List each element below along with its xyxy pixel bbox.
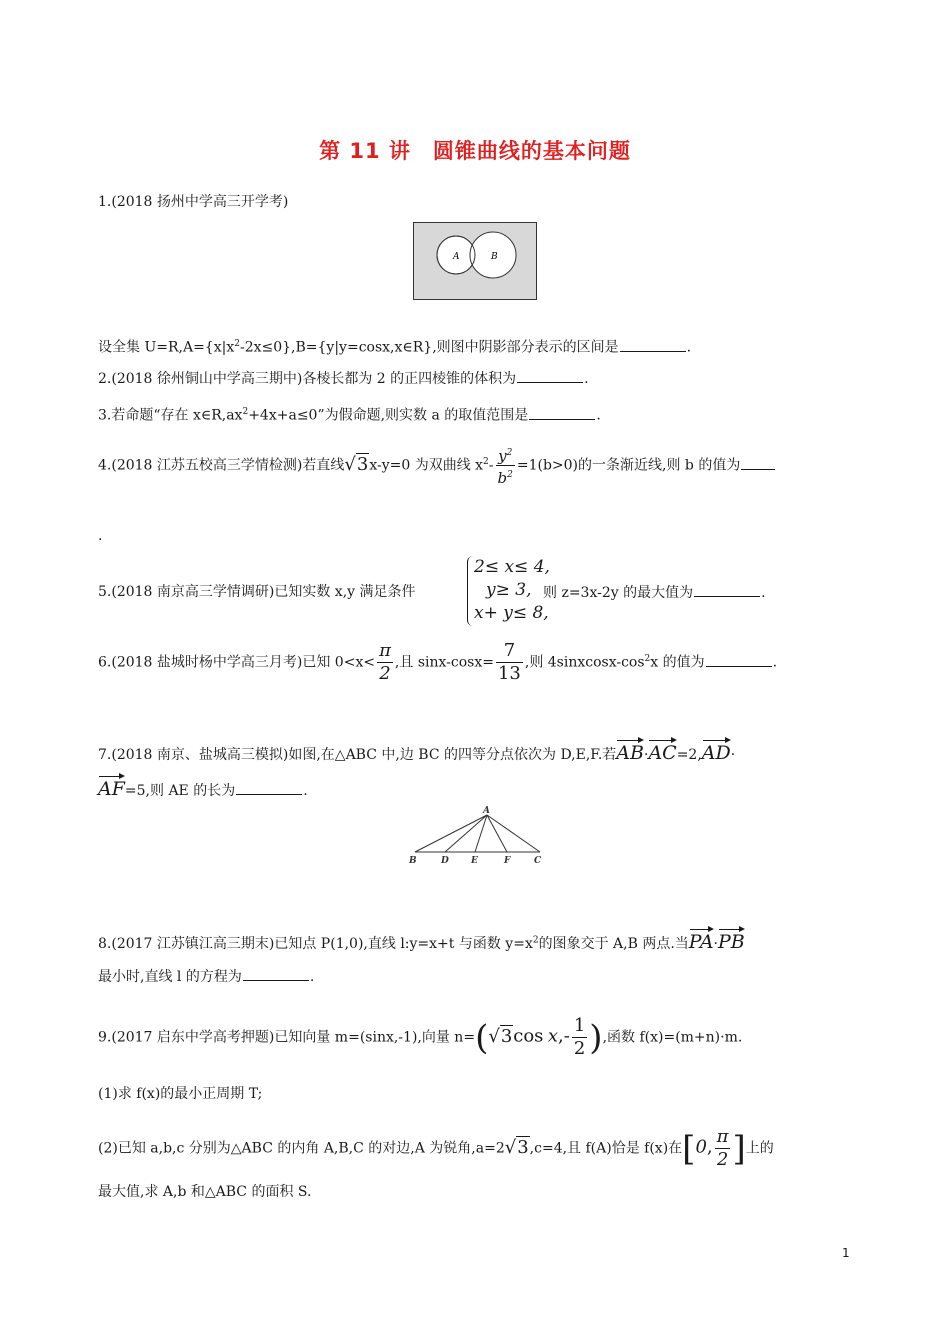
q8-line2: 最小时,直线 l 的方程为 . <box>98 966 314 987</box>
sqrt-symbol: √3 <box>504 1136 529 1158</box>
page-number: 1 <box>842 1246 850 1260</box>
q7-line1: 7.(2018 南京、盐城高三模拟)如图,在△ABC 中,边 BC 的四等分点依次为 D,E,F.若AB·AC=2,AD· <box>98 737 735 765</box>
q3: 3.若命题“存在 $x\in R,ax^2+4x+a\le 0$”为假命题,则实数 a 的取值范围是 . <box>98 402 601 426</box>
q9-part2-cont: 最大值,求 A,b 和△ABC 的面积 S. <box>98 1184 312 1200</box>
triangle-diagram <box>405 805 547 867</box>
q4: 4.(2018 江苏五校高三学情检测)若直线√3x-y=0 为双曲线 $x^2-$ $\frac{y^2}{b^2}$ =1(b>0)的一条渐近线,则 b 的值为 <box>98 444 776 487</box>
q1-body: 设全集 $U=R,A=\{x|x^2-2x\le 0\},B=\{y|y=\cos x,x\in R\}$,则图中阴影部分表示的区间是 . <box>98 334 691 358</box>
q9-part1: (1)求 f(x)的最小正周期 T; <box>98 1086 263 1102</box>
vertex-c: C <box>534 856 542 866</box>
venn-label-b: B <box>491 252 498 262</box>
q5-text-b: 则 z=3x-2y 的最大值为 . <box>543 582 766 603</box>
q2: 2.(2018 徐州铜山中学高三期中)各棱长都为 2 的正四棱锥的体积为 . <box>98 368 589 389</box>
answer-blank <box>517 368 583 383</box>
q5-conditions: 2≤ x≤ 4, y≥ 3, x+ y≤ 8, <box>467 556 594 626</box>
q4-trailing-dot: . <box>98 528 103 544</box>
answer-blank <box>620 337 686 352</box>
q8-line1: 8.(2017 江苏镇江高三期末)已知点 P(1,0),直线 l:y=x+t 与函数 $y=x^2$的图象交于 A,B 两点.当PA·PB <box>98 926 745 954</box>
venn-diagram <box>413 222 537 300</box>
vertex-a: A <box>483 806 490 816</box>
venn-label-a: A <box>453 252 460 262</box>
sqrt-symbol: √3 <box>488 1025 513 1047</box>
q1-head: 1.(2018 扬州中学高三开学考) <box>98 194 289 210</box>
q9-line1: 9.(2017 启东中学高考押题)已知向量 m=(sinx,-1),向量 n=(√3cos x,- $\frac{1}{2}$ ),函数 f(x)=(m+n)·m. <box>98 1015 743 1059</box>
q5-text-a: 5.(2018 南京高三学情调研)已知实数 x,y 满足条件 <box>98 584 416 600</box>
answer-blank <box>236 780 302 795</box>
vertex-b: B <box>409 856 417 866</box>
answer-blank <box>706 652 772 667</box>
q7-line2: AF=5,则 AE 的长为 . <box>98 773 308 801</box>
q9-part2: (2)已知 a,b,c 分别为△ABC 的内角 A,B,C 的对边,A 为锐角,a=2√3,c=4,且 f(A)恰是 f(x)在[0, $\frac{\pi}{2}$ ]上的 <box>98 1126 774 1170</box>
sqrt-symbol: √3 <box>344 453 369 475</box>
vertex-d: D <box>441 856 449 866</box>
answer-blank <box>741 455 775 470</box>
answer-blank <box>243 966 309 981</box>
vertex-f: F <box>504 856 511 866</box>
q6: 6.(2018 盐城时杨中学高三月考)已知 0<x< $\frac{\pi}{2}$ ,且 sinx-cosx= $\frac{7}{13}$ ,则 $4sinxcosx-\cos^2x$ 的值为 . <box>98 640 778 684</box>
answer-blank <box>694 582 760 597</box>
vertex-e: E <box>471 856 478 866</box>
answer-blank <box>529 405 595 420</box>
page-title: 第 11 讲 圆锥曲线的基本问题 <box>319 139 631 163</box>
